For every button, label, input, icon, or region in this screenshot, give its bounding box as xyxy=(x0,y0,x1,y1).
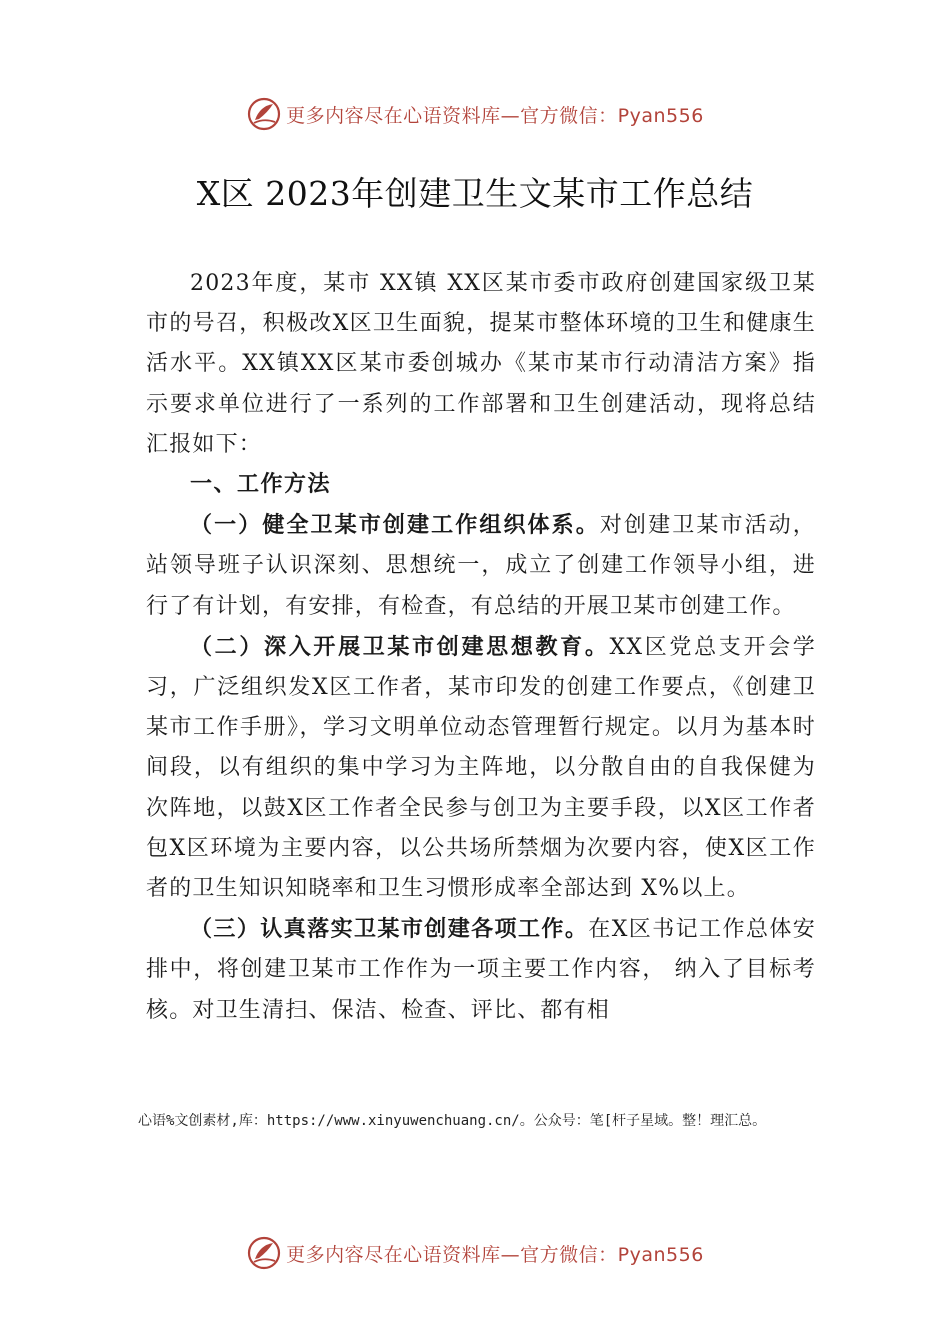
footer-source-note: 心语%文创素材,库：https://www.xinyuwenchuang.cn/。公众号：笔[杆子星域。整！理汇总。 xyxy=(138,1113,767,1129)
subsection-2-heading: （二）深入开展卫某市创建思想教育。 xyxy=(190,633,610,660)
document-title: X区 2023年创建卫生文某市工作总结 xyxy=(196,174,754,213)
section-heading: 一、工作方法 xyxy=(190,472,332,498)
pen-flourish-logo-icon xyxy=(246,96,282,132)
subsection-2-body: XX区党总支开会学习，广泛组织发X区工作者，某市印发的创建工作要点，《创建卫某市工作手册》，学习文明单位动态管理暂行规定。以月为基本时间段，以有组织的集中学习为主阵地，以分散自由的自我保健为次阵地，以鼓X区工作者全民参与创卫为主要手段，以X区工作者包X区环境为主要内容，以公共场所禁烟为次要内容，使X区工作者的卫生知识知晓率和卫生习惯形成率全部达到 X%以上。 xyxy=(146,634,817,902)
subsection-1 xyxy=(146,505,816,627)
subsection-3-heading: （三）认真落实卫某市创建各项工作。 xyxy=(190,916,589,943)
pen-flourish-logo-icon xyxy=(246,1235,282,1271)
subsection-1-body: 对创建卫某市活动，站领导班子认识深刻、思想统一，成立了创建工作领导小组，进行了有计划，有安排，有检查，有总结的开展卫某市创建工作。 xyxy=(146,513,816,619)
subsection-2 xyxy=(146,627,816,909)
intro-paragraph: 2023年度，某市 XX镇 XX区某市委市政府创建国家级卫某市的号召，积极改X区卫生面貌，提某市整体环境的卫生和健康生活水平。XX镇XX区某市委创城办《某市某市行动清洁方案》指示要求单位进行了一系列的工作部署和卫生创建活动，现将总结汇报如下： xyxy=(146,271,816,457)
banner-text: 更多内容尽在心语资料库—官方微信：Pyan556 xyxy=(286,104,704,127)
subsection-1-heading: （一）健全卫某市创建工作组织体系。 xyxy=(190,512,600,539)
subsection-3-body: 在X区书记工作总体安排中，将创建卫某市工作作为一项主要工作内容， 纳入了目标考核。对卫生清扫、保洁、检查、评比、都有相 xyxy=(146,917,816,1023)
header-banner xyxy=(0,92,950,136)
banner-text: 更多内容尽在心语资料库—官方微信：Pyan556 xyxy=(286,1243,704,1266)
footer-banner xyxy=(0,1231,950,1275)
subsection-3 xyxy=(146,909,816,1031)
document-body xyxy=(146,264,816,1031)
